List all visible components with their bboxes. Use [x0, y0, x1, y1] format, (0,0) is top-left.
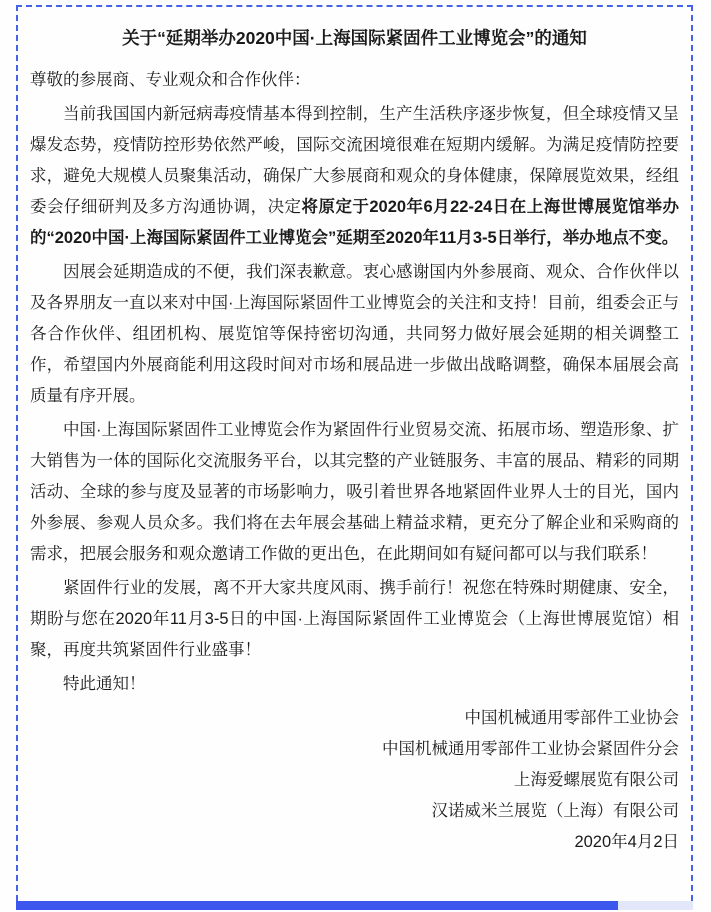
paragraph-expo-intro: 中国·上海国际紧固件工业博览会作为紧固件行业贸易交流、拓展市场、塑造形象、扩大销售为一体的国际化交流服务平台，以其完整的产业链服务、丰富的展品、精彩的同期活动、全球的参与度及显著的市场影响力，吸引着世界各地紧固件业界人士的目光，国内外参展、参观人员众多。我们将在去年展会基础上精益求精，更充分了解企业和采购商的需求，把展会服务和观众邀请工作做的更出色，在此期间如有疑问都可以与我们联系！ — [30, 421, 679, 563]
paragraph-postpone-normal-text: 当前我国国内新冠病毒疫情基本得到控制，生产生活秩序逐步恢复，但全球疫情又呈爆发态势，疫情防控形势依然严峻，国际交流困境很难在短期内缓解。为满足疫情防控要求，避免大规模人员聚集活动，确保广大参展商和观众的身体健康，保障展览效果，经组委会仔细研判及多方沟通协调，决定 — [30, 105, 679, 216]
notice-frame — [16, 5, 693, 901]
signature-line: 中国机械通用零部件工业协会 — [464, 709, 679, 727]
notice-title: 关于“延期举办2020中国·上海国际紧固件工业博览会”的通知 — [122, 28, 587, 48]
closing-line: 特此通知！ — [63, 675, 146, 693]
signature-block — [30, 703, 679, 858]
salutation-line: 尊敬的参展商、专业观众和合作伙伴： — [30, 71, 311, 89]
paragraph-postpone-bold-text: 将原定于2020年6月22-24日在上海世博展览馆举办的“2020中国·上海国际紧固件工业博览会”延期至2020年11月3-5日举行，举办地点不变。 — [30, 198, 679, 247]
signature-line: 汉诺威米兰展览（上海）有限公司 — [431, 802, 679, 820]
signature-line: 中国机械通用零部件工业协会紧固件分会 — [382, 740, 679, 758]
horizontal-scrollbar-thumb[interactable] — [16, 901, 618, 910]
notice-date: 2020年4月2日 — [574, 833, 679, 851]
paragraph-postpone — [30, 99, 679, 254]
horizontal-scrollbar[interactable] — [16, 901, 693, 910]
paragraph-apology: 因展会延期造成的不便，我们深表歉意。衷心感谢国内外参展商、观众、合作伙伴以及各界朋友一直以来对中国·上海国际紧固件工业博览会的关注和支持！目前，组委会正与各合作伙伴、组团机构、展览馆等保持密切沟通，共同努力做好展会延期的相关调整工作，希望国内外展商能利用这段时间对市场和展品进一步做出战略调整，确保本届展会高质量有序开展。 — [30, 263, 679, 405]
signature-line: 上海爱螺展览有限公司 — [514, 771, 679, 789]
paragraph-wishes: 紧固件行业的发展，离不开大家共度风雨、携手前行！祝您在特殊时期健康、安全，期盼与您在2020年11月3-5日的中国·上海国际紧固件工业博览会（上海世博展览馆）相聚，再度共筑紧固件行业盛事！ — [30, 579, 679, 659]
